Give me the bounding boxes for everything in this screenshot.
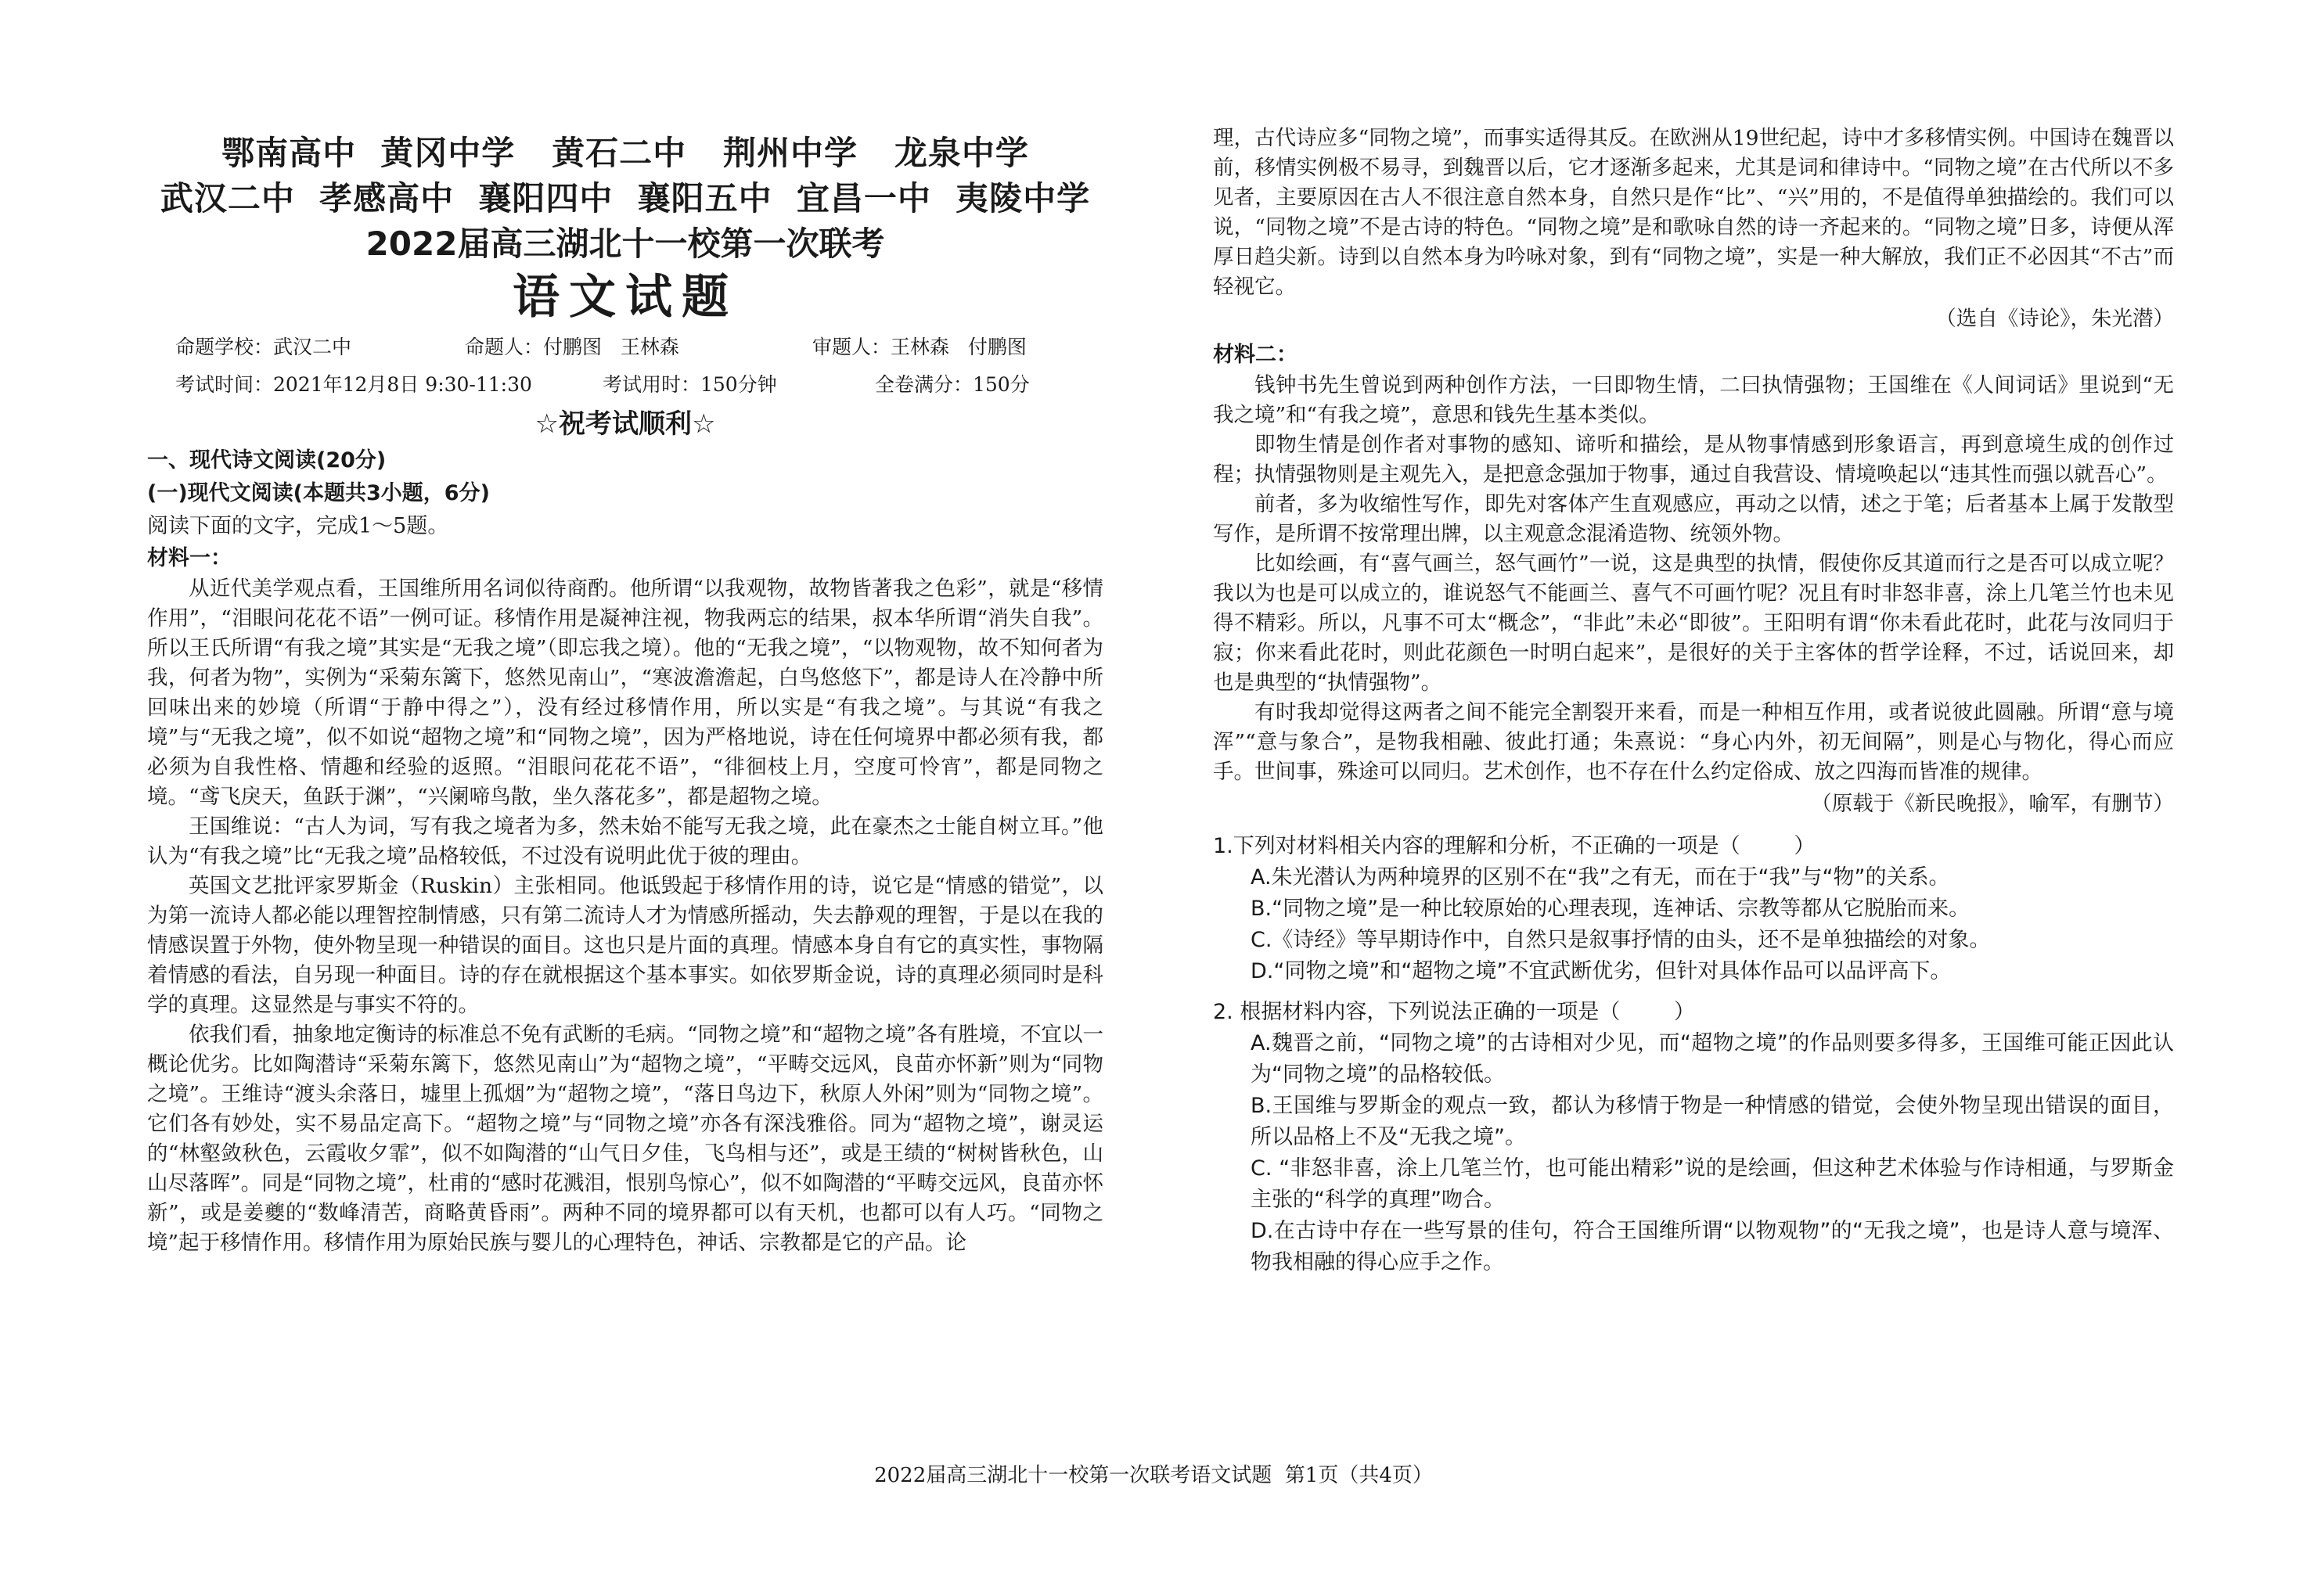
proposers: 命题人：付鹏图 王林森	[465, 336, 679, 358]
question-1	[1213, 831, 2174, 987]
page-footer: 2022届高三湖北十一校第一次联考语文试题 第1页（共4页）	[874, 1464, 1433, 1487]
material-2-paragraph: 比如绘画，有“喜气画兰，怒气画竹”一说，这是典型的执情，假使你反其道而行之是否可以成立呢？我以为也是可以成立的，谁说怒气不能画兰、喜气不可画竹呢？况且有时非怒非喜，涂上几笔兰竹也未见得不精彩。所以，凡事不可太“概念”，“非此”未必“即彼”。王阳明有谓“你未看此花时，此花与汝同归于寂；你来看此花时，则此花颜色一时明白起来”，是很好的关于主客体的哲学诠释，不过，话说回来，却也是典型的“执情强物”。	[1213, 552, 2174, 695]
full-score: 全卷满分：150分	[875, 373, 1030, 396]
option-b: B.王国维与罗斯金的观点一致，都认为移情于物是一种情感的错觉，会使外物呈现出错误的面目，所以品格上不及“无我之境”。	[1251, 1094, 2174, 1149]
material-1-paragraph: 英国文艺批评家罗斯金（Ruskin）主张相同。他诋毁起于移情作用的诗，说它是“情感的错觉”，以为第一流诗人都必能以理智控制情感，只有第二流诗人才为情感所摇动，失去静观的理智，于是以在我的情感误置于外物，使外物呈现一种错误的面目。这也只是片面的真理。情感本身自有它的真实性，事物隔着情感的看法，自另现一种面目。诗的存在就根据这个基本事实。如依罗斯金说，诗的真理必须同时是科学的真理。这显然是与事实不符的。	[147, 874, 1103, 1017]
subject-title: 语文试题	[513, 270, 738, 325]
material-2-source: （原载于《新民晚报》，喻军，有删节）	[1811, 792, 2174, 816]
exam-title: 2022届高三湖北十一校第一次联考	[365, 225, 885, 263]
right-column	[1213, 124, 2174, 1278]
section-subtitle: (一)现代文阅读(本题共3小题，6分)	[147, 481, 490, 505]
material-1-paragraph: 王国维说：“古人为词，写有我之境者为多，然未始不能写无我之境，此在豪杰之士能自树立耳。”他认为“有我之境”比“无我之境”品格较低，不过没有说明此优于彼的理由。	[147, 814, 1103, 868]
material-2-paragraph: 钱钟书先生曾说到两种创作方法，一曰即物生情，二曰执情强物；王国维在《人间词话》里说到“无我之境”和“有我之境”，意思和钱先生基本类似。	[1213, 373, 2174, 427]
question-stem: 1.下列对材料相关内容的理解和分析，不正确的一项是（ ）	[1213, 834, 1816, 858]
left-column	[147, 131, 1103, 1258]
question-stem: 2. 根据材料内容，下列说法正确的一项是（ ）	[1213, 1000, 1696, 1024]
material-2-paragraph: 有时我却觉得这两者之间不能完全割裂开来看，而是一种相互作用，或者说彼此圆融。所谓“意与境浑”“意与象合”，是物我相融、彼此打通；朱熹说：“身心内外，初无间隔”，则是心与物化，得心而应手。世间事，殊途可以同归。艺术创作，也不存在什么约定俗成、放之四海而皆准的规律。	[1213, 700, 2174, 784]
material-1-paragraph: 从近代美学观点看，王国维所用名词似待商酌。他所谓“以我观物，故物皆著我之色彩”，就是“移情作用”，“泪眼问花花不语”一例可证。移情作用是凝神注视，物我两忘的结果，叔本华所谓“消失自我”。所以王氏所谓“有我之境”其实是“无我之境”（即忘我之境）。他的“无我之境”，“以物观物，故不知何者为我，何者为物”，实例为“采菊东篱下，悠然见南山”，“寒波澹澹起，白鸟悠悠下”，都是诗人在冷静中所回味出来的妙境（所谓“于静中得之”），没有经过移情作用，所以实是“有我之境”。与其说“有我之境”与“无我之境”，似不如说“超物之境”和“同物之境”，因为严格地说，诗在任何境界中都必须有我，都必须为自我性格、情趣和经验的返照。“泪眼问花花不语”，“徘徊枝上月，空度可怜宵”，都是同物之境。“鸢飞戾天，鱼跃于渊”，“兴阑啼鸟散，坐久落花多”，都是超物之境。	[147, 577, 1103, 809]
option-c: C. “非怒非喜，涂上几笔兰竹，也可能出精彩”说的是绘画，但这种艺术体验与作诗相通，与罗斯金主张的“科学的真理”吻合。	[1251, 1156, 2174, 1212]
material-1-label: 材料一：	[147, 546, 232, 570]
material-2-label: 材料二：	[1213, 343, 1297, 367]
question-2	[1213, 997, 2174, 1278]
exam-meta-line-2	[147, 366, 1103, 404]
option-c: C.《诗经》等早期诗作中，自然只是叙事抒情的由头，还不是单独描绘的对象。	[1251, 928, 1991, 952]
material-1-paragraph: 依我们看，抽象地定衡诗的标准总不免有武断的毛病。“同物之境”和“超物之境”各有胜境，不宜以一概论优劣。比如陶潜诗“采菊东篱下，悠然见南山”为“超物之境”，“平畴交远风，良苗亦怀新”则为“同物之境”。王维诗“渡头余落日，墟里上孤烟”为“超物之境”，“落日鸟边下，秋原人外闲”则为“同物之境”。它们各有妙处，实不易品定高下。“超物之境”与“同物之境”亦各有深浅雅俗。同为“超物之境”，谢灵运的“林壑敛秋色，云霞收夕霏”，似不如陶潜的“山气日夕佳，飞鸟相与还”，或是王绩的“树树皆秋色，山山尽落晖”。同是“同物之境”，杜甫的“感时花溅泪，恨别鸟惊心”，似不如陶潜的“平畴交远风，良苗亦怀新”，或是姜夔的“数峰清苦，商略黄昏雨”。两种不同的境界都可以有天机，也都可以有人巧。“同物之境”起于移情作用。移情作用为原始民族与婴儿的心理特色，神话、宗教都是它的产品。论	[147, 1023, 1103, 1255]
schools-line-2: 武汉二中 孝感高中 襄阳四中 襄阳五中 宜昌一中 夷陵中学	[160, 179, 1091, 217]
reading-instruction: 阅读下面的文字，完成1～5题。	[147, 514, 449, 538]
option-a: A.魏晋之前，“同物之境”的古诗相对少见，而“超物之境”的作品则要多得多，王国维可能正因此认为“同物之境”的品格较低。	[1251, 1031, 2174, 1087]
option-d: D.“同物之境”和“超物之境”不宜武断优劣，但针对具体作品可以品评高下。	[1251, 959, 1952, 983]
exam-time: 考试时间：2021年12月8日 9:30-11:30	[175, 373, 532, 396]
material-2-paragraph: 前者，多为收缩性写作，即先对客体产生直观感应，再动之以情，述之于笔；后者基本上属于发散型写作，是所谓不按常理出牌，以主观意念混淆造物、统领外物。	[1213, 492, 2174, 546]
schools-line-1: 鄂南高中 黄冈中学 黄石二中 荆州中学 龙泉中学	[221, 134, 1029, 172]
material-2-paragraph: 即物生情是创作者对事物的感知、谛听和描绘，是从物事情感到形象语言，再到意境生成的创作过程；执情强物则是主观先入，是把意念强加于物事，通过自我营设、情境唤起以“违其性而强以就吾心”。	[1213, 433, 2174, 487]
good-luck-banner: ☆祝考试顺利☆	[534, 408, 716, 440]
exam-meta-line-1	[147, 329, 1103, 366]
proposing-school: 命题学校：武汉二中	[175, 336, 352, 358]
option-b: B.“同物之境”是一种比较原始的心理表现，连神话、宗教等都从它脱胎而来。	[1251, 897, 1970, 921]
option-a: A.朱光潜认为两种境界的区别不在“我”之有无，而在于“我”与“物”的关系。	[1251, 865, 1950, 890]
reviewers: 审题人：王林森 付鹏图	[812, 336, 1027, 358]
option-d: D.在古诗中存在一些写景的佳句，符合王国维所谓“以物观物”的“无我之境”，也是诗人意与境浑、物我相融的得心应手之作。	[1251, 1219, 2174, 1274]
material-1-source: （选自《诗论》，朱光潜）	[1935, 307, 2174, 331]
exam-duration: 考试用时：150分钟	[603, 373, 777, 396]
section-title: 一、现代诗文阅读(20分)	[147, 448, 387, 473]
material-1-continuation: 理，古代诗应多“同物之境”，而事实适得其反。在欧洲从19世纪起，诗中才多移情实例。中国诗在魏晋以前，移情实例极不易寻，到魏晋以后，它才逐渐多起来，尤其是词和律诗中。“同物之境”在古代所以不多见者，主要原因在古人不很注意自然本身，自然只是作“比”、“兴”用的，不是值得单独描绘的。我们可以说，“同物之境”不是古诗的特色。“同物之境”是和歌咏自然的诗一齐起来的。“同物之境”日多，诗便从浑厚日趋尖新。诗到以自然本身为吟咏对象，到有“同物之境”，实是一种大解放，我们正不必因其“不古”而轻视它。	[1213, 126, 2174, 299]
